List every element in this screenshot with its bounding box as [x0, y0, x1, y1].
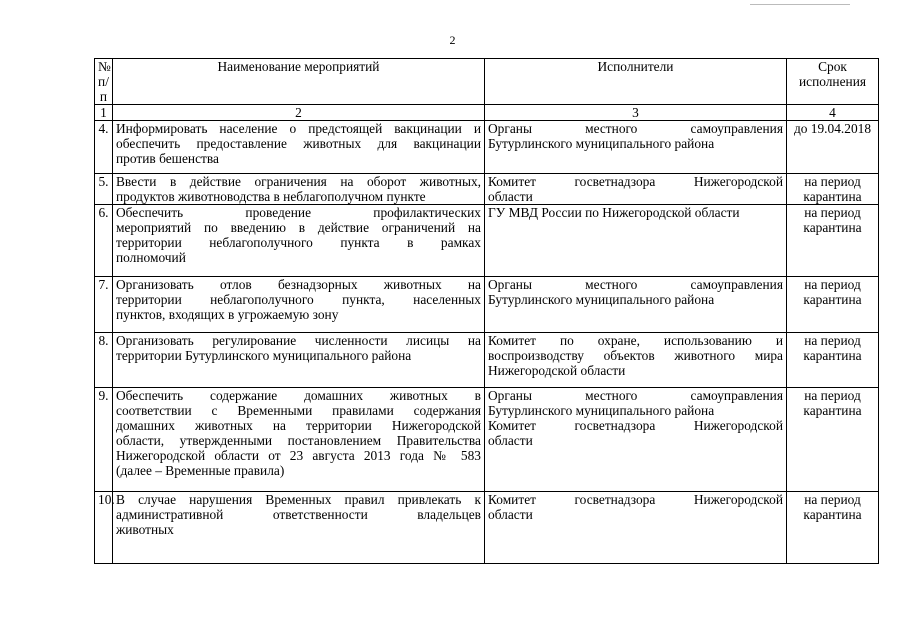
row-number: 9. [95, 388, 113, 492]
cell-text-line: области [488, 507, 533, 522]
term: до 19.04.2018 [787, 121, 879, 174]
header-executors: Исполнители [485, 59, 787, 105]
cell-text-line: административной ответственности владельцев [116, 507, 481, 522]
cell-text-line: Ввести в действие ограничения на оборот животных, [116, 174, 481, 189]
cell-text-line: пунктов, входящих в угрожаемую зону [116, 307, 339, 322]
executors [485, 492, 787, 564]
cell-text-line: против бешенства [116, 151, 219, 166]
executors [485, 205, 787, 277]
table-row [95, 205, 879, 277]
cell-text-line: домашних животных на территории Нижегородской [116, 418, 481, 433]
cell-text-line: продуктов животноводства в неблагополучном пункте [116, 189, 426, 204]
page-number: 2 [449, 33, 456, 47]
index-row [95, 105, 879, 121]
cell-text-line: области, утвержденными постановлением Правительства [116, 433, 481, 448]
cell-text-line: территории неблагополучного пункта в рамках [116, 235, 481, 250]
row-number: 8. [95, 333, 113, 388]
cell-text-line: животных [116, 522, 174, 537]
index-cell: 1 [95, 105, 113, 121]
cell-text-line: Комитет госветнадзора Нижегородской [488, 174, 783, 189]
table-row [95, 388, 879, 492]
cell-text-line: Организовать отлов безнадзорных животных на [116, 277, 481, 292]
measure-name [113, 277, 485, 333]
cell-text-line: воспроизводству объектов животного мира [488, 348, 783, 363]
header-name: Наименование мероприятий [113, 59, 485, 105]
measure-name [113, 333, 485, 388]
cell-text-line: полномочий [116, 250, 186, 265]
cell-text-line: Органы местного самоуправления [488, 388, 783, 403]
cell-text-line: ГУ МВД России по Нижегородской области [488, 205, 740, 220]
index-cell: 4 [787, 105, 879, 121]
cell-text-line: Нижегородской области от 23 августа 2013 года № 583 [116, 448, 481, 463]
cell-text-line: Комитет госветнадзора Нижегородской [488, 418, 783, 433]
measure-name [113, 205, 485, 277]
index-cell: 3 [485, 105, 787, 121]
table-row [95, 121, 879, 174]
cell-text-line: Органы местного самоуправления [488, 277, 783, 292]
cell-text-line: области [488, 189, 533, 204]
cell-text-line: (далее – Временные правила) [116, 463, 285, 478]
row-number: 7. [95, 277, 113, 333]
cell-text-line: соответствии с Временными правилами содержания [116, 403, 481, 418]
cell-text-line: обеспечить предоставление животных для вакцинации [116, 136, 481, 151]
cell-text-line: Организовать регулирование численности лисицы на [116, 333, 481, 348]
row-number: 4. [95, 121, 113, 174]
term: на период карантина [787, 388, 879, 492]
cell-text-line: В случае нарушения Временных правил привлекать к [116, 492, 481, 507]
cell-text-line: Комитет госветнадзора Нижегородской [488, 492, 783, 507]
index-cell: 2 [113, 105, 485, 121]
cell-text-line: Органы местного самоуправления [488, 121, 783, 136]
measure-name [113, 174, 485, 205]
term: на период карантина [787, 174, 879, 205]
table-row [95, 333, 879, 388]
header-term: Срок исполнения [787, 59, 879, 105]
row-number: 10. [95, 492, 113, 564]
cell-text-line: Бутурлинского муниципального района [488, 403, 715, 418]
cell-text-line: Комитет по охране, использованию и [488, 333, 783, 348]
term: на период карантина [787, 492, 879, 564]
header-num: № п/п [95, 59, 113, 105]
cell-text-line: территории Бутурлинского муниципального района [116, 348, 412, 363]
row-number: 6. [95, 205, 113, 277]
cell-text-line: мероприятий по введению в действие ограничений на [116, 220, 481, 235]
cell-text-line: Информировать население о предстоящей вакцинации и [116, 121, 481, 136]
cell-text-line: Бутурлинского муниципального района [488, 292, 715, 307]
measure-name [113, 121, 485, 174]
table-row [95, 277, 879, 333]
executors [485, 388, 787, 492]
table-body [95, 121, 879, 564]
term: на период карантина [787, 277, 879, 333]
executors [485, 121, 787, 174]
table-row [95, 492, 879, 564]
measure-name [113, 388, 485, 492]
cell-text-line: территории неблагополучного пункта, населенных [116, 292, 481, 307]
cell-text-line: Обеспечить проведение профилактических [116, 205, 481, 220]
cell-text-line: Бутурлинского муниципального района [488, 136, 715, 151]
cell-text-line: Нижегородской области [488, 363, 626, 378]
table-row [95, 174, 879, 205]
cell-text-line: Обеспечить содержание домашних животных в [116, 388, 481, 403]
scan-artifact-line [750, 4, 850, 5]
executors [485, 174, 787, 205]
executors [485, 277, 787, 333]
table-header-row [95, 59, 879, 105]
cell-text-line: области [488, 433, 533, 448]
measures-table [94, 58, 879, 564]
row-number: 5. [95, 174, 113, 205]
executors [485, 333, 787, 388]
measure-name [113, 492, 485, 564]
term: на период карантина [787, 205, 879, 277]
term: на период карантина [787, 333, 879, 388]
